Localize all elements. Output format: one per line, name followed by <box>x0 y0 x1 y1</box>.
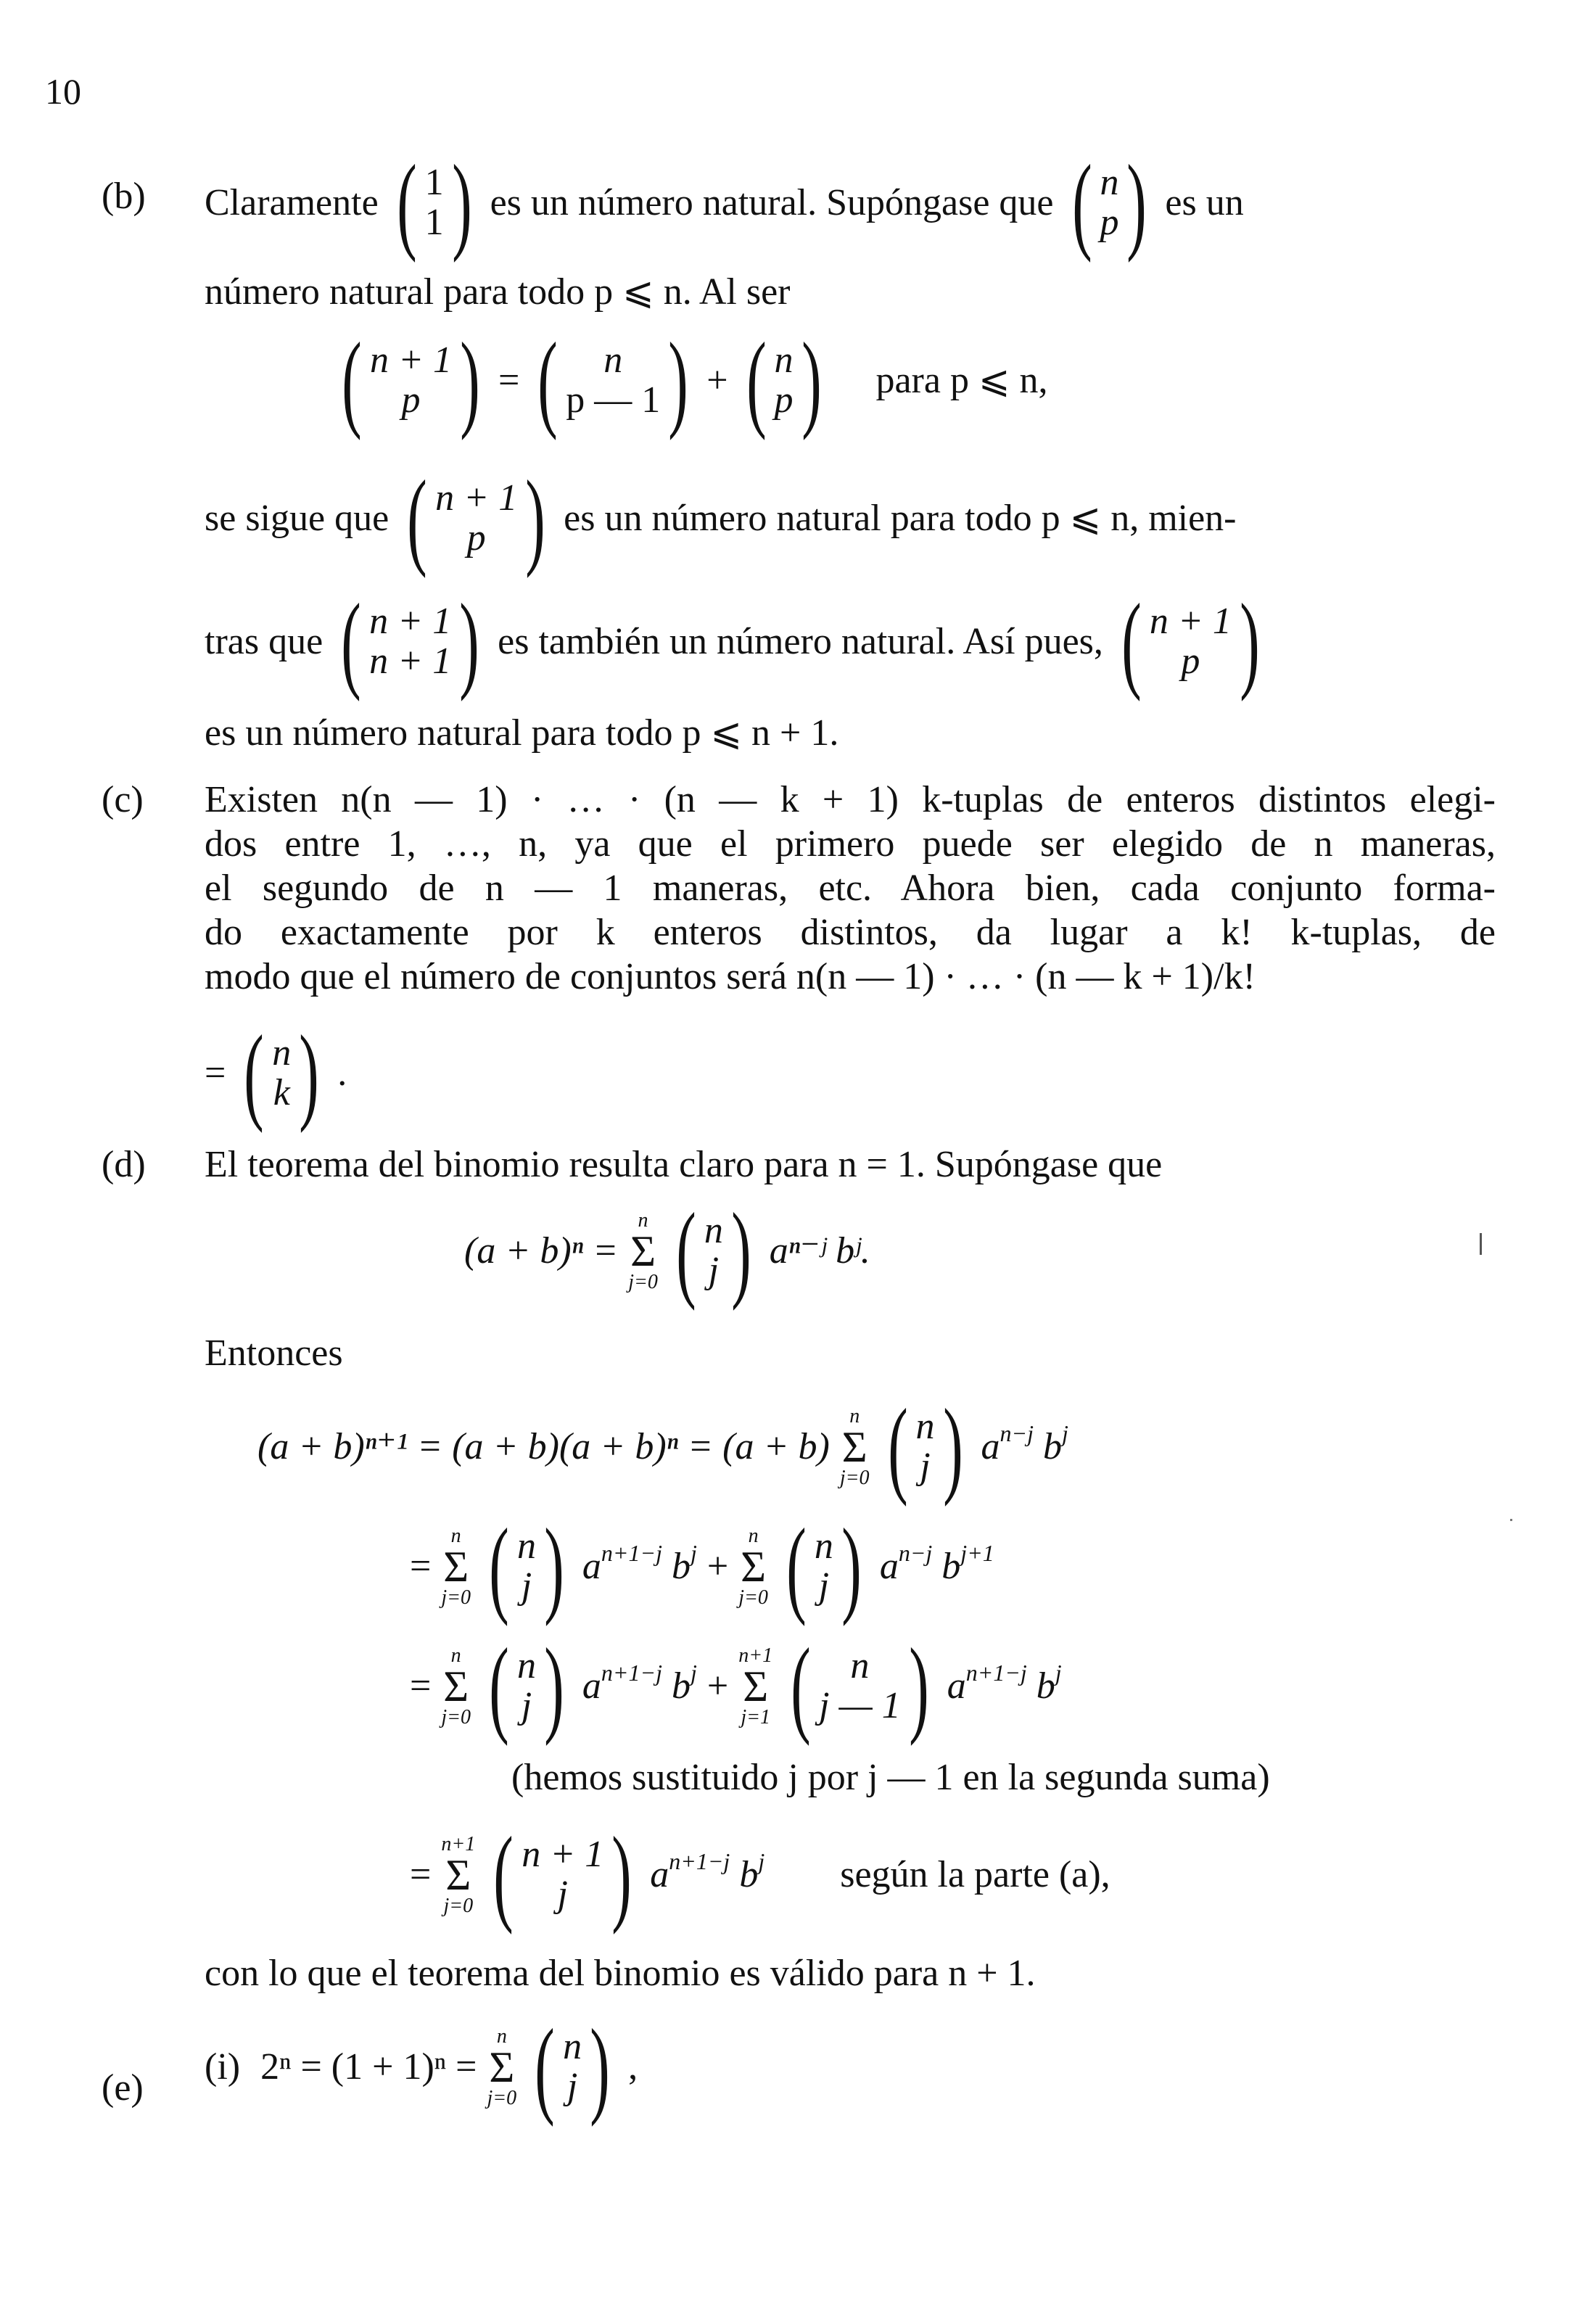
d-entonces: Entonces <box>205 1332 343 1374</box>
d-step-1: (a + b)ⁿ⁺¹ = (a + b)(a + b)ⁿ = (a + b) n Σ j=0 ( n j ) $a^{n-j}$ $b^j$ <box>257 1387 1068 1507</box>
b-line-3: se sigue que ( n + 1 p ) es un número natural para todo p ⩽ n, mien- <box>205 458 1237 579</box>
b-line-4: tras que ( n + 1 n + 1 ) es también un número natural. Así pues, ( n + 1 p ) <box>205 582 1260 702</box>
margin-mark <box>1480 1233 1482 1255</box>
b-line-1 <box>205 143 1244 263</box>
b-line-5: es un número natural para todo p ⩽ n + 1. <box>205 712 839 754</box>
c-result: = ( n k ) . <box>205 1013 347 1134</box>
label-e: (e) <box>102 2067 144 2109</box>
d-step-2: = n Σ j=0 ( n j ) $a^{n+1-j}$ $b^j$ + n Σ j=0 ( n j ) $a^{n-j}$ $b^{j+1}$ <box>410 1507 994 1627</box>
page-number: 10 <box>45 71 81 112</box>
b-text-es-un: es un <box>1165 181 1244 223</box>
label-d: (d) <box>102 1144 146 1185</box>
label-c: (c) <box>102 779 144 820</box>
b-text-natural: es un número natural. Supóngase que <box>490 181 1054 223</box>
d-step-3: = n Σ j=0 ( n j ) $a^{n+1-j}$ $b^j$ + n+1 Σ j=1 ( n j — 1 ) $a^{n+1-j}$ $b^j$ <box>410 1626 1062 1747</box>
e-i-equation: (i) 2ⁿ = (1 + 1)ⁿ = n Σ j=0 ( n j ) , <box>205 2007 638 2127</box>
b-line-2: número natural para todo p ⩽ n. Al ser <box>205 271 791 313</box>
d-note: (hemos sustituido j por j — 1 en la segunda suma) <box>511 1757 1270 1798</box>
d-hypothesis: (a + b)ⁿ = n Σ j=0 ( n j ) aⁿ⁻ʲ bʲ. <box>464 1191 870 1311</box>
margin-dot <box>1510 1519 1512 1521</box>
b-pascal-equation: ( n + 1 p ) = ( n p — 1 ) + ( n p ) para p ⩽ n, <box>342 321 1048 441</box>
d-conclusion: con lo que el teorema del binomio es válido para n + 1. <box>205 1953 1036 1994</box>
d-line-1: El teorema del binomio resulta claro para n = 1. Supóngase que <box>205 1144 1163 1185</box>
c-paragraph: Existen n(n — 1) · … · (n — k + 1) k-tuplas de enteros distintos elegi- dos entre 1, …, n, ya que el primero puede ser elegido de n maneras, el segundo de n — 1 maneras, etc. Ahora bien, cada conjunto forma- do exactamente por k enteros distintos, da lugar a k! k-tuplas, de modo que el número de conjuntos será n(n — 1) · … · (n — k + 1)/k! <box>205 779 1496 997</box>
d-step-4: = n+1 Σ j=0 ( n + 1 j ) $a^{n+1-j}$ $b^j$ según la parte (a), <box>410 1815 1110 1935</box>
b-text-claramente: Claramente <box>205 181 379 223</box>
label-b: (b) <box>102 176 146 217</box>
binom-1-1: ( 1 1 ) <box>396 143 472 263</box>
binom-n-p: ( n p ) <box>1071 143 1147 263</box>
